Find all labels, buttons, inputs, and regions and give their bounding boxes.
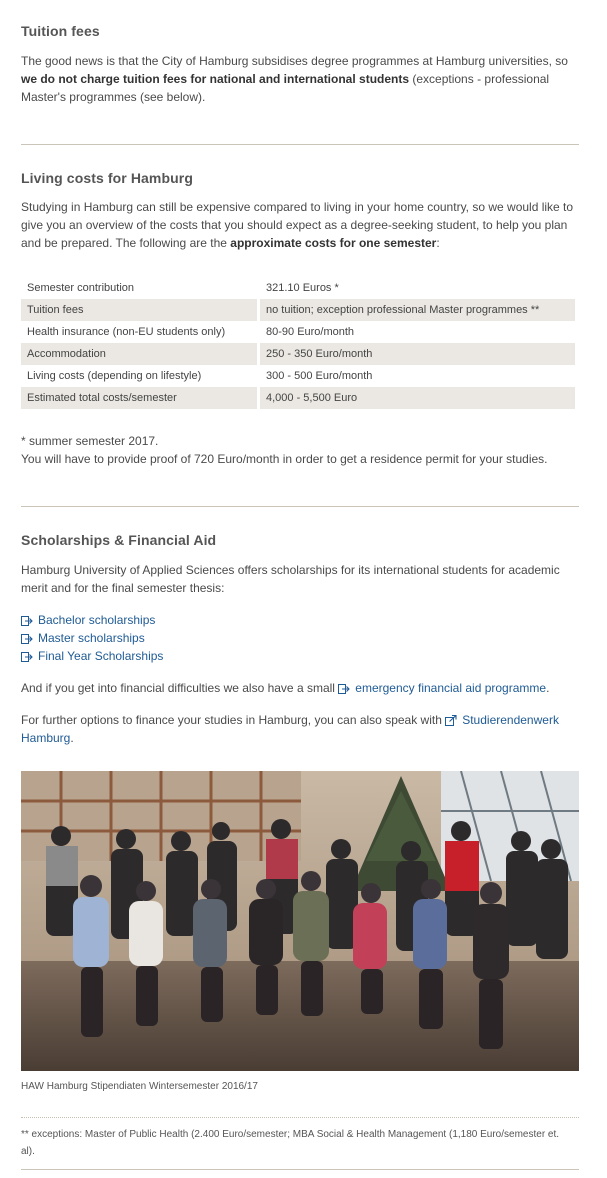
link-label: Final Year Scholarships bbox=[38, 649, 164, 663]
tuition-text-a: The good news is that the City of Hamburg subsidises degree programmes at Hamburg universities, so bbox=[21, 54, 568, 68]
photo-caption: HAW Hamburg Stipendiaten Wintersemester 2016/17 bbox=[21, 1081, 258, 1092]
cost-value: 4,000 - 5,500 Euro bbox=[260, 387, 575, 409]
aid-text: And if you get into financial difficulties we also have a small bbox=[21, 681, 339, 695]
emergency-aid-link[interactable] bbox=[338, 681, 546, 695]
separator-3 bbox=[21, 1117, 579, 1118]
costs-table bbox=[21, 277, 575, 409]
link-label: emergency financial aid programme bbox=[355, 681, 547, 695]
table-row bbox=[21, 365, 575, 387]
cost-value: 80-90 Euro/month bbox=[266, 326, 355, 338]
residence-permit-note: You will have to provide proof of 720 Euro/month in order to get a residence permit for your studies. bbox=[21, 452, 548, 466]
bachelor-scholarships-link[interactable] bbox=[21, 611, 163, 629]
external-arrow-icon bbox=[21, 634, 35, 644]
tuition-heading: Tuition fees bbox=[21, 23, 100, 39]
link-label-line2: Hamburg bbox=[21, 731, 71, 745]
master-scholarships-link[interactable] bbox=[21, 629, 163, 647]
external-arrow-icon bbox=[338, 684, 352, 694]
group-photo-illustration bbox=[21, 771, 579, 1071]
living-text-bold: approximate costs for one semester bbox=[230, 236, 437, 250]
financial-aid-paragraph bbox=[21, 679, 549, 697]
cost-label: Accommodation bbox=[21, 343, 257, 365]
tuition-text-bold: we do not charge tuition fees for national and international students bbox=[21, 72, 410, 86]
further-text: For further options to finance your studies in Hamburg, you can also speak with bbox=[21, 713, 446, 727]
cost-value: no tuition; exception professional Master programmes ** bbox=[260, 299, 575, 321]
separator-4 bbox=[21, 1169, 579, 1170]
further-options-paragraph bbox=[21, 711, 579, 747]
aid-end: . bbox=[546, 681, 550, 695]
cost-value: 300 - 500 Euro/month bbox=[266, 370, 373, 382]
scholarships-intro: Hamburg University of Applied Sciences offers scholarships for its international students for academic merit and for the final semester thesis: bbox=[21, 563, 560, 595]
cost-value: 250 - 350 Euro/month bbox=[260, 343, 575, 365]
further-end: . bbox=[70, 731, 74, 745]
table-row bbox=[21, 343, 575, 365]
living-paragraph bbox=[21, 198, 579, 252]
separator-1 bbox=[21, 144, 579, 145]
external-arrow-icon bbox=[21, 616, 35, 626]
living-text-a: Studying in Hamburg can still be expensive compared to living in your home country, so we would like to give you an overview of the costs that you should expect as a degree-seeking student, to help you plan and be prepared. The following are the bbox=[21, 200, 574, 250]
cost-label: Semester contribution bbox=[27, 282, 134, 294]
table-row bbox=[21, 387, 575, 409]
group-photo bbox=[21, 771, 579, 1071]
cost-value: 321.10 Euros * bbox=[266, 282, 339, 294]
external-arrow-icon bbox=[21, 652, 35, 662]
table-row bbox=[21, 321, 575, 343]
external-link-icon bbox=[445, 715, 459, 726]
cost-label: Living costs (depending on lifestyle) bbox=[27, 370, 202, 382]
final-year-scholarships-link[interactable] bbox=[21, 647, 163, 665]
link-label: Bachelor scholarships bbox=[38, 613, 156, 627]
tuition-text-b: (exceptions - professional Master's programmes (see below). bbox=[21, 72, 550, 104]
link-label: Master scholarships bbox=[38, 631, 145, 645]
exceptions-footnote: ** exceptions: Master of Public Health (2.400 Euro/semester; MBA Social & Health Management (1,180 Euro/semester et. al). bbox=[21, 1129, 560, 1157]
cost-label: Tuition fees bbox=[21, 299, 257, 321]
semester-footnote: * summer semester 2017. bbox=[21, 434, 159, 448]
table-row bbox=[21, 299, 575, 321]
scholarships-heading: Scholarships & Financial Aid bbox=[21, 532, 217, 548]
cost-label: Estimated total costs/semester bbox=[21, 387, 257, 409]
separator-2 bbox=[21, 506, 579, 507]
table-row bbox=[21, 277, 575, 299]
living-heading: Living costs for Hamburg bbox=[21, 170, 193, 186]
scholarship-links bbox=[21, 611, 163, 665]
tuition-paragraph bbox=[21, 52, 579, 106]
cost-label: Health insurance (non-EU students only) bbox=[27, 326, 226, 338]
living-text-b: : bbox=[436, 236, 440, 250]
link-label: Studierendenwerk bbox=[462, 713, 559, 727]
